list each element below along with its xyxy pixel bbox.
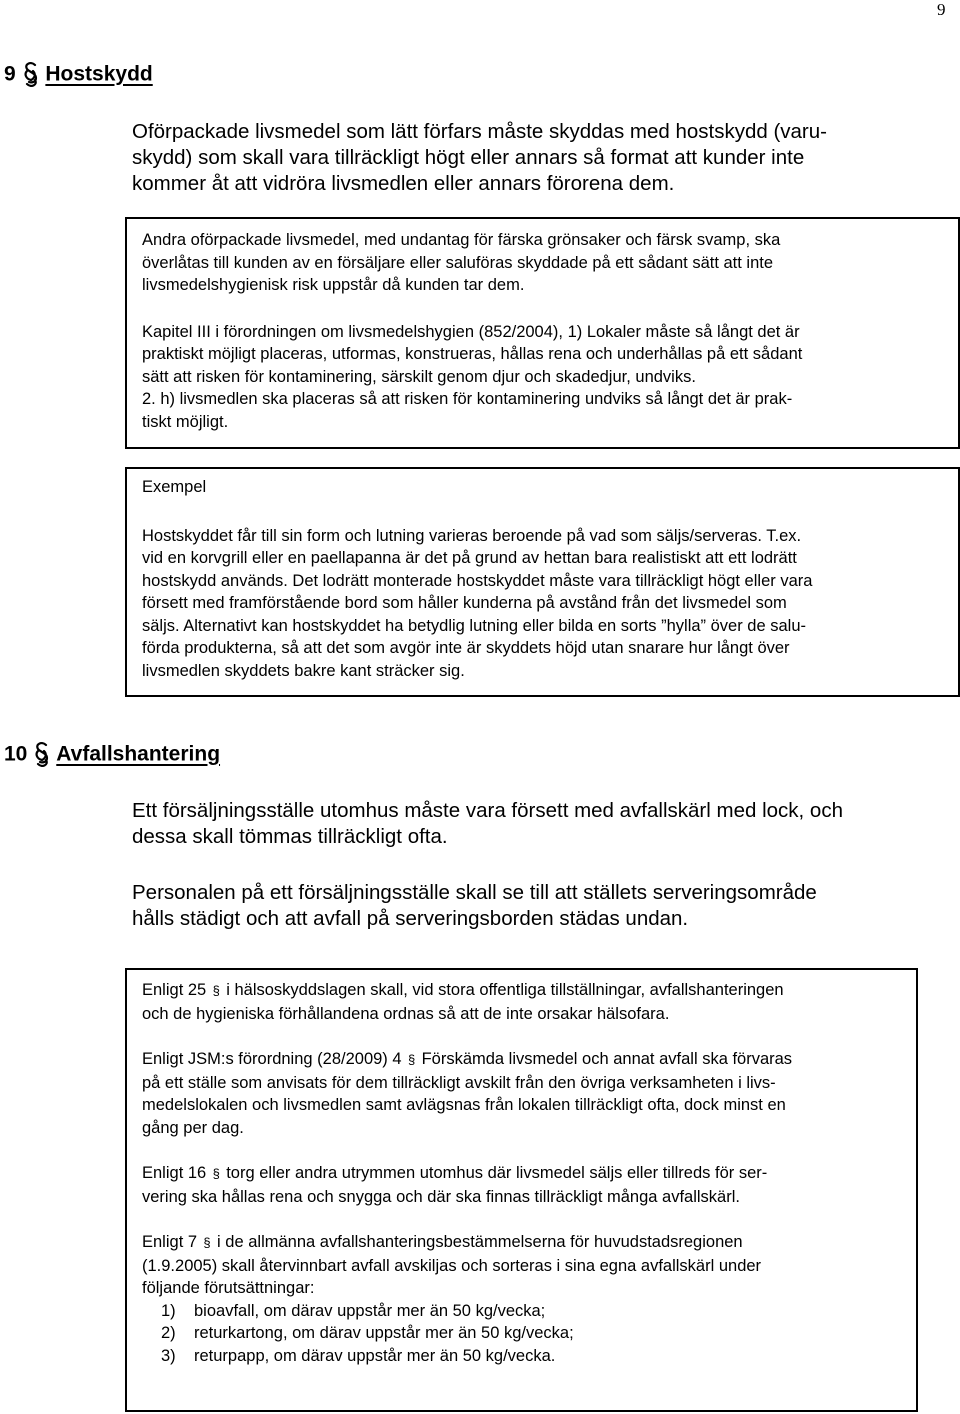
ref-text: torg eller andra utrymmen utomhus där livsmedel säljs eller tillreds för ser- vering ska hållas rena och snygga och där ska finnas tillräckligt många avfallskärl. (142, 1164, 768, 1206)
page-number: 9 (937, 0, 946, 19)
section-sign (22, 63, 46, 86)
section-10-heading (4, 742, 220, 768)
ref-label: Enligt 16 (142, 1164, 207, 1182)
section-title: Avfallshantering (56, 742, 221, 766)
section-sign-icon: § (203, 1235, 211, 1250)
list-item (142, 1300, 904, 1323)
regulation-paragraph (142, 979, 904, 1025)
regulation-paragraph: Kapitel III i förordningen om livsmedelshygien (852/2004), 1) Lokaler måste så långt det är praktiskt möjligt placeras, utformas, konstrueras, hållas rena och underhållas på ett sådant sätt att risken för kontaminering, särskilt genom djur och skadedjur, undviks. 2. h) livsmedlen ska placeras så att risken för kontaminering undviks så långt det är prak- tiskt möjligt. (142, 322, 803, 431)
regulation-paragraph (142, 1231, 904, 1300)
section-9-heading (4, 62, 153, 88)
section-10-lead-1: Ett försäljningsställe utomhus måste vara försett med avfallskärl med lock, och dessa skall tömmas tillräckligt ofta. (132, 799, 843, 848)
list-number: 3) (161, 1346, 176, 1365)
regulation-paragraph (142, 1162, 904, 1208)
section-sign-icon: § (407, 1052, 416, 1067)
section-sign (33, 743, 56, 766)
section-sign-icon (33, 742, 51, 768)
list-text: bioavfall, om därav uppstår mer än 50 kg/vecka; (194, 1301, 546, 1320)
section-9-lead: Oförpackade livsmedel som lätt förfars måste skyddas med hostskydd (varu- skydd) som skall vara tillräckligt högt eller annars så format att kunder inte kommer åt att vidröra livsmedlen eller annars förorena dem. (132, 120, 827, 195)
ref-label: Enligt 7 (142, 1233, 198, 1251)
section-sign-icon (22, 62, 40, 88)
section-sign-icon: § (212, 983, 220, 998)
list-item (142, 1345, 904, 1368)
example-text: Hostskyddet får till sin form och lutning varieras beroende på vad som säljs/serveras. T.ex. vid en korvgrill eller en paellapanna är det på grund av hettan bara realistiskt att ett lodrätt hostskydd används. Det lodrätt monterade hostskyddet måste vara tillräckligt högt eller vara försett med framförstående bord som håller kunderna på avstånd från det livsmedel som säljs. Alternativt kan hostskyddet ha betydlig lutning eller bilda en sorts ”hylla” över de salu- förda produkterna, så att det som avgör inte är skyddets höjd utan snarare hur långt över livsmedlen skyddets bakre kant sträcker sig. (142, 526, 813, 680)
example-title: Exempel (142, 478, 207, 496)
list-item (142, 1322, 904, 1345)
regulation-paragraph: Andra oförpackade livsmedel, med undantag för färska grönsaker och färsk svamp, ska överlåtas till kunden av en försäljare eller saluföras skyddade på ett sådant sätt att inte livsmedelshygienisk risk uppstår då kunden tar dem. (142, 231, 781, 294)
regulation-paragraph (142, 1048, 904, 1139)
list-text: returpapp, om därav uppstår mer än 50 kg/vecka. (194, 1346, 556, 1365)
ref-text: i de allmänna avfallshanteringsbestämmelserna för huvudstadsregionen (1.9.2005) skall återvinnbart avfall avskiljas och sorteras i sina egna avfallskärl under följande förutsättningar: (142, 1233, 762, 1297)
section-10-lead-2: Personalen på ett försäljningsställe skall se till att ställets serveringsområde hålls städigt och att avfall på serveringsborden städas undan. (132, 881, 817, 930)
example-box (125, 467, 960, 697)
regulation-box (125, 968, 918, 1412)
list-number: 1) (161, 1301, 176, 1320)
section-title: Hostskydd (45, 62, 153, 86)
ref-text: i hälsoskyddslagen skall, vid stora offentliga tillställningar, avfallshanteringen och de hygieniska förhållandena ordnas så att de inte orsakar hälsofara. (142, 981, 784, 1023)
regulation-box (125, 217, 960, 449)
section-sign-icon: § (212, 1166, 220, 1181)
list-number: 2) (161, 1324, 176, 1342)
sorting-list (142, 1300, 904, 1368)
list-text: returkartong, om därav uppstår mer än 50 kg/vecka; (194, 1324, 574, 1342)
section-number: 10 (4, 742, 28, 766)
section-number: 9 (4, 62, 16, 86)
ref-label: Enligt JSM:s förordning (28/2009) 4 (142, 1050, 402, 1068)
ref-text: Förskämda livsmedel och annat avfall ska förvaras på ett ställe som anvisats för dem tillräckligt avskilt från den övriga verksamheten i livs- medelslokalen och livsmedlen samt avlägsnas från lokalen tillräckligt ofta, dock minst en gång per dag. (142, 1050, 793, 1137)
ref-label: Enligt 25 (142, 981, 207, 999)
